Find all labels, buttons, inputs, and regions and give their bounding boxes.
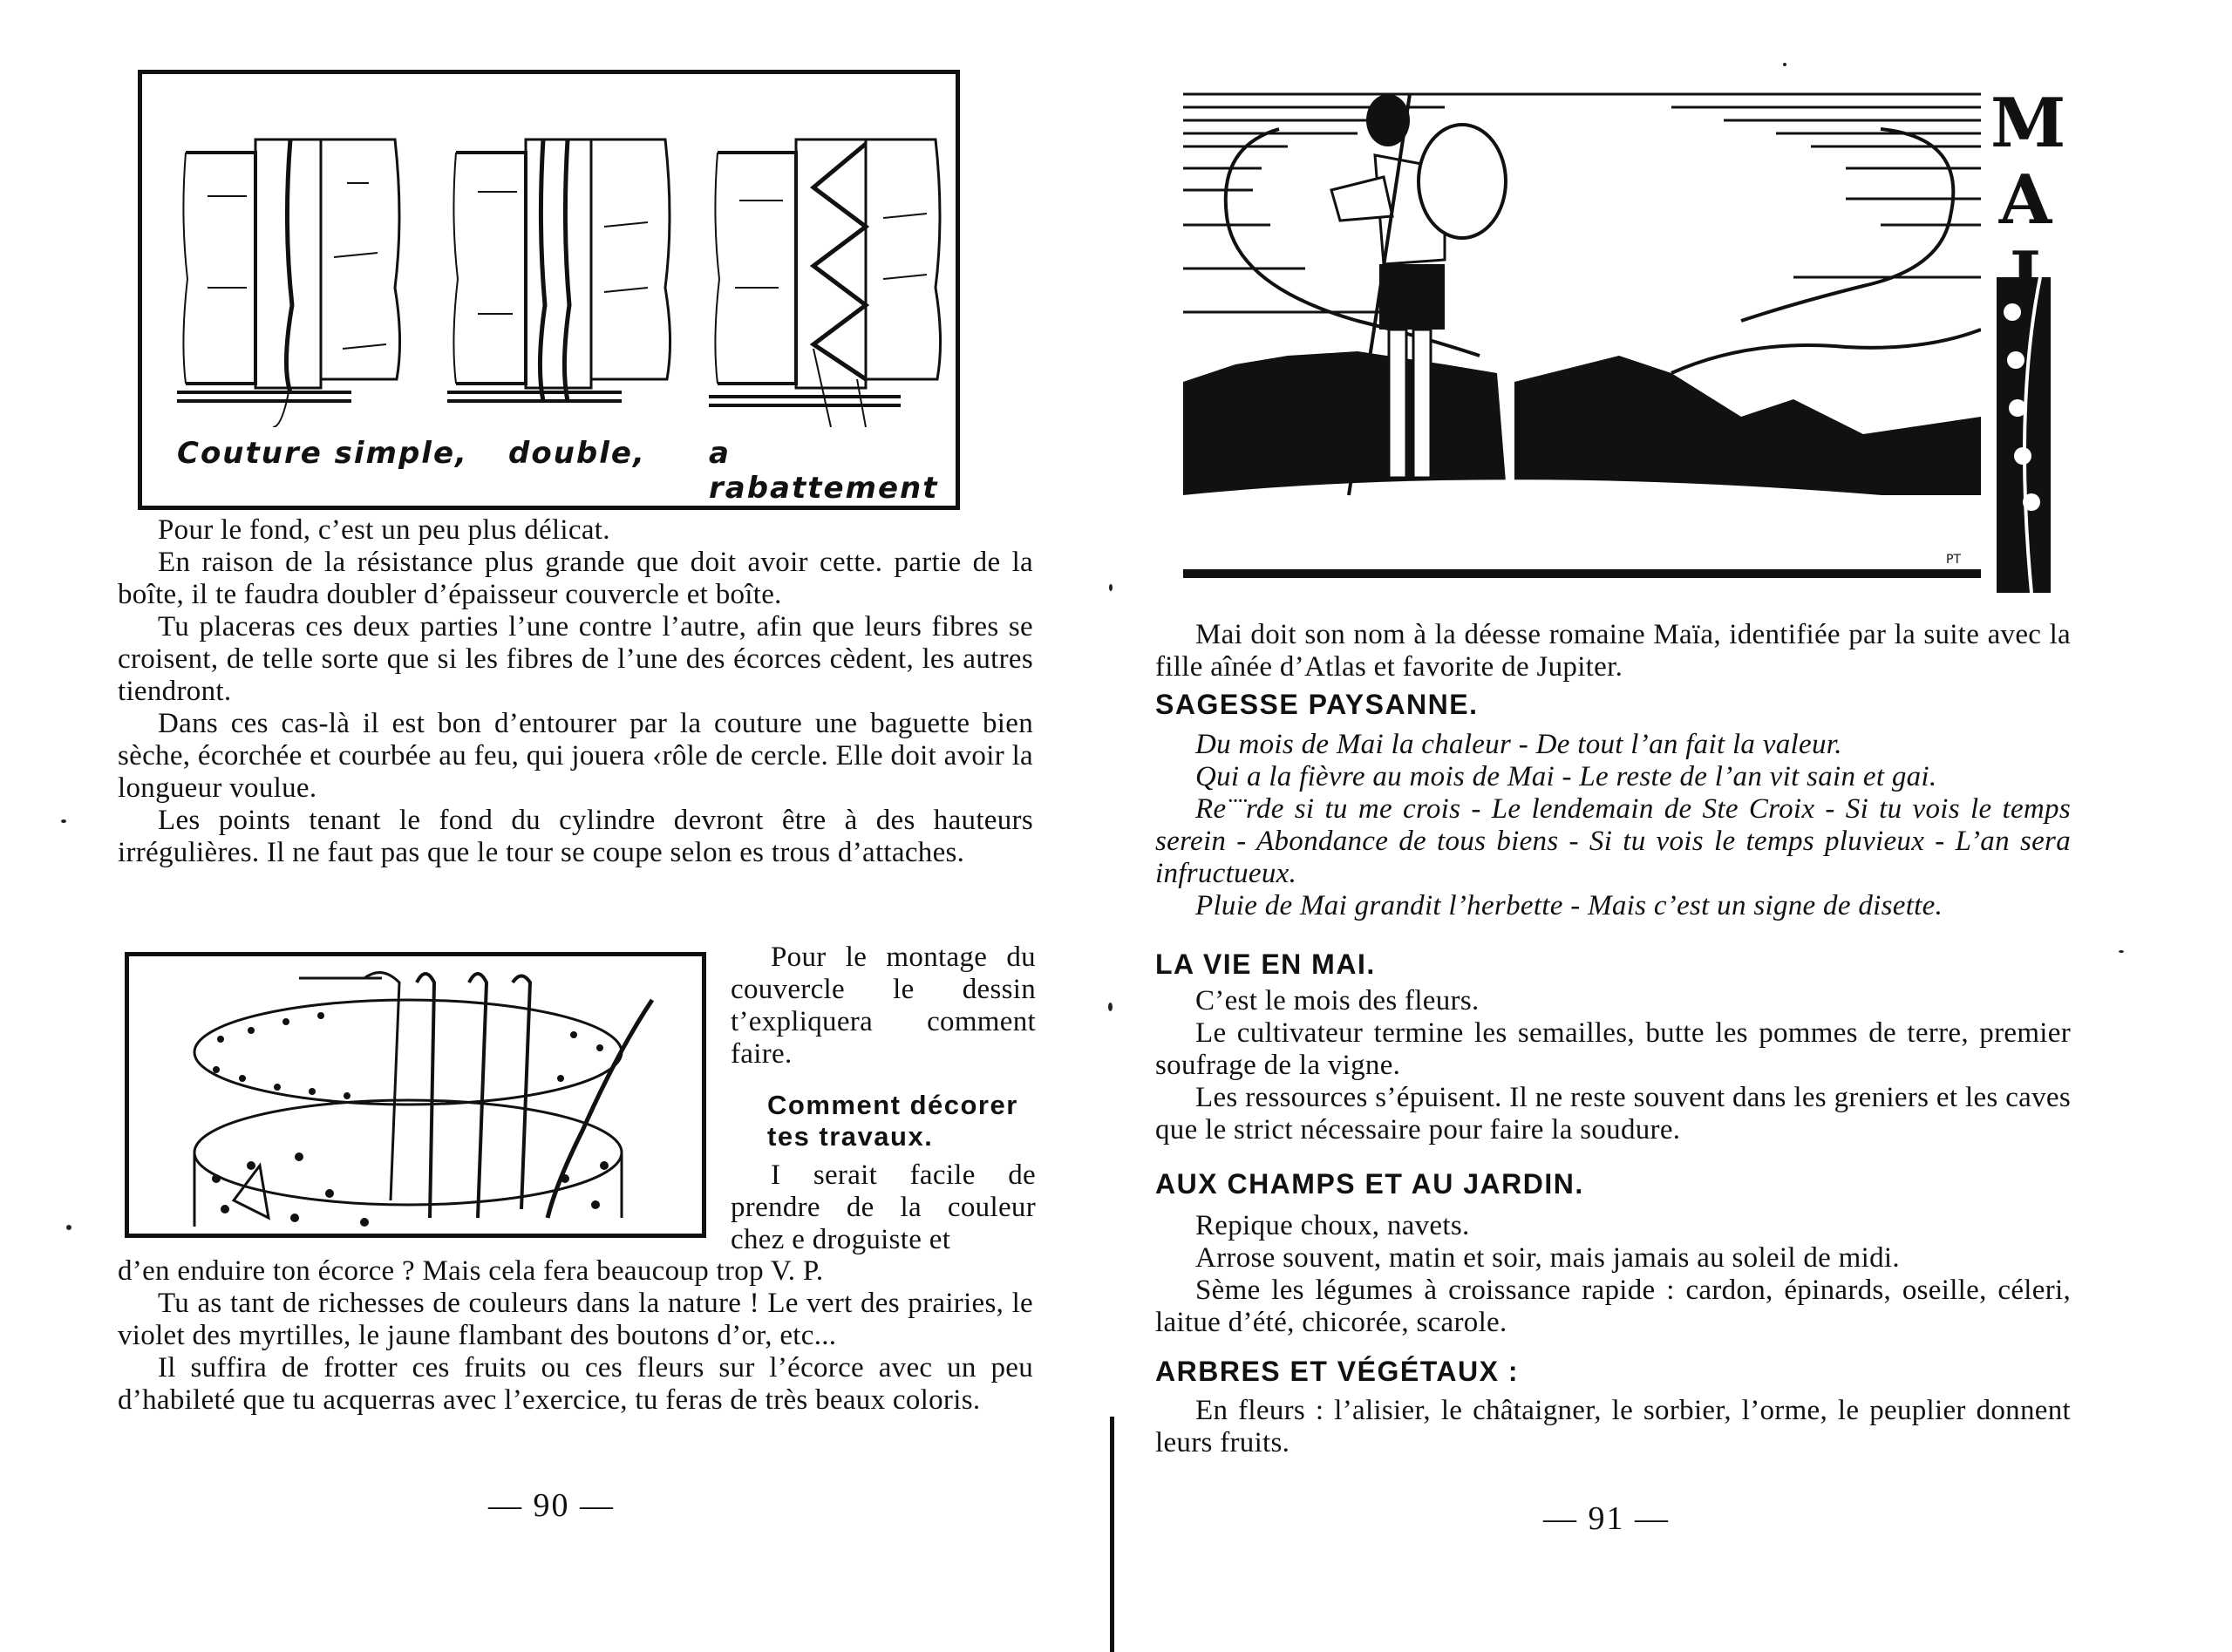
section-heading: ARBRES ET VÉGÉTAUX : <box>1155 1356 1519 1387</box>
paragraph: Les ressources s’épuisent. Il ne reste souvent dans les greniers et les caves que le strict nécessaire pour faire la soudure. <box>1155 1082 2071 1146</box>
caption-rabattement: a rabattement <box>709 436 939 506</box>
paragraph: Pour le montage du couvercle le dessin t’expliquera comment faire. <box>731 942 1036 1070</box>
paragraph: C’est le mois des fleurs. <box>1195 985 1480 1016</box>
lily-of-the-valley-icon <box>1997 277 2051 593</box>
seam-drawings <box>142 113 956 427</box>
left-body-bottom <box>118 1255 1033 1417</box>
page-number: — 90 — <box>488 1487 615 1524</box>
scan-speck <box>61 819 66 823</box>
section-body <box>1155 1210 2071 1339</box>
proverb: Re¨¨rde si tu me crois - Le lendemain de Ste Croix - Si tu vois le temps serein - Abondance de tous biens - Si tu vois le temps pluvieux - L’an sera infructueux. <box>1155 793 2071 889</box>
paragraph: d’en enduire ton écorce ? Mais cela fera beaucoup trop V. P. <box>118 1255 824 1287</box>
simple-seam-drawing <box>177 139 400 427</box>
paragraph: Dans ces cas-là il est bon d’entourer par la couture une baguette bien sèche, écorchée et courbée au feu, qui jouera ‹rôle de cercle. Elle doit avoir la longueur voulue. <box>118 708 1033 804</box>
paragraph: Mai doit son nom à la déesse romaine Maïa, identifiée par la suite avec la fille aînée d’Atlas et favorite de Jupiter. <box>1155 619 2071 683</box>
scan-speck <box>66 1225 71 1230</box>
left-page <box>0 0 1107 1652</box>
paragraph: I serait facile de prendre de la couleur chez e droguiste et <box>731 1159 1036 1255</box>
paragraph: En fleurs : l’alisier, le châtaigner, le sorbier, l’orme, le peuplier donnent leurs fruits. <box>1155 1395 2071 1458</box>
paragraph: Arrose souvent, matin et soir, mais jamais au soleil de midi. <box>1195 1242 1900 1274</box>
lily-of-the-valley-panel <box>1997 277 2051 593</box>
illustration-signature: PT <box>1946 553 1961 567</box>
section-heading: SAGESSE PAYSANNE. <box>1155 689 1479 720</box>
proverb: Qui a la fièvre au mois de Mai - Le reste de l’an vit sain et gai. <box>1195 761 1937 792</box>
section-body <box>1155 985 2071 1146</box>
paragraph: En raison de la résistance plus grande que doit avoir cette. partie de la boîte, il te faudra doubler d’épaisseur couvercle et boîte. <box>118 547 1033 610</box>
paragraph: Tu as tant de richesses de couleurs dans la nature ! Le vert des prairies, le violet des myrtilles, le jaune flambant des boutons d’or, etc... <box>118 1288 1033 1351</box>
proverb: Pluie de Mai grandit l’herbette - Mais c’est un signe de disette. <box>1195 890 1943 921</box>
left-side-column <box>731 942 1036 1071</box>
double-seam-drawing <box>447 139 670 401</box>
left-body-top <box>118 514 1033 869</box>
caption-double: double, <box>508 436 646 471</box>
rabattement-seam-drawing <box>709 139 941 427</box>
paragraph: Repique choux, navets. <box>1195 1210 1470 1241</box>
hiker-landscape-drawing <box>1183 85 1981 591</box>
month-illustration <box>1183 85 1981 591</box>
right-page <box>1112 0 2232 1652</box>
section-heading: Comment décorer tes travaux. <box>767 1090 1018 1152</box>
page-number: — 91 — <box>1543 1500 1670 1537</box>
scan-speck <box>2119 950 2124 953</box>
paragraph: Pour le fond, c’est un peu plus délicat. <box>158 514 610 546</box>
proverb: Du mois de Mai la chaleur - De tout l’an fait la valeur. <box>1195 729 1842 760</box>
paragraph: Tu placeras ces deux parties l’une contre l’autre, afin que leurs fibres se croisent, de telle sorte que si les fibres de l’une des écorces cèdent, les autres tiendront. <box>118 611 1033 707</box>
cylinder-lid-drawing <box>129 956 702 1234</box>
paragraph: Sème les légumes à croissance rapide : cardon, épinards, oseille, céleri, laitue d’été, chicorée, scarole. <box>1155 1275 2071 1338</box>
paragraph: Il suffira de frotter ces fruits ou ces fleurs sur l’écorce avec un peu d’habileté que tu acquerras avec l’exercice, tu feras de très beaux coloris. <box>118 1352 1033 1416</box>
section-body <box>1155 1395 2071 1459</box>
left-side-column-2 <box>731 1159 1036 1256</box>
paragraph: Les points tenant le fond du cylindre devront être à des hauteurs irrégulières. Il ne faut pas que le tour se coupe selon es trous d’attaches. <box>118 805 1033 868</box>
paragraph: Le cultivateur termine les semailles, butte les pommes de terre, premier soufrage de la vigne. <box>1155 1017 2071 1081</box>
section-heading: AUX CHAMPS ET AU JARDIN. <box>1155 1168 1584 1200</box>
seam-types-figure <box>138 70 960 510</box>
section-heading: LA VIE EN MAI. <box>1155 948 1376 980</box>
scan-speck <box>1783 63 1786 66</box>
section-body <box>1155 729 2071 922</box>
lid-assembly-figure <box>125 952 706 1238</box>
month-letter: A <box>1998 160 2052 240</box>
intro-paragraph <box>1155 619 2071 683</box>
caption-simple: Couture simple, <box>177 436 468 471</box>
month-letter: M <box>1990 84 2066 163</box>
